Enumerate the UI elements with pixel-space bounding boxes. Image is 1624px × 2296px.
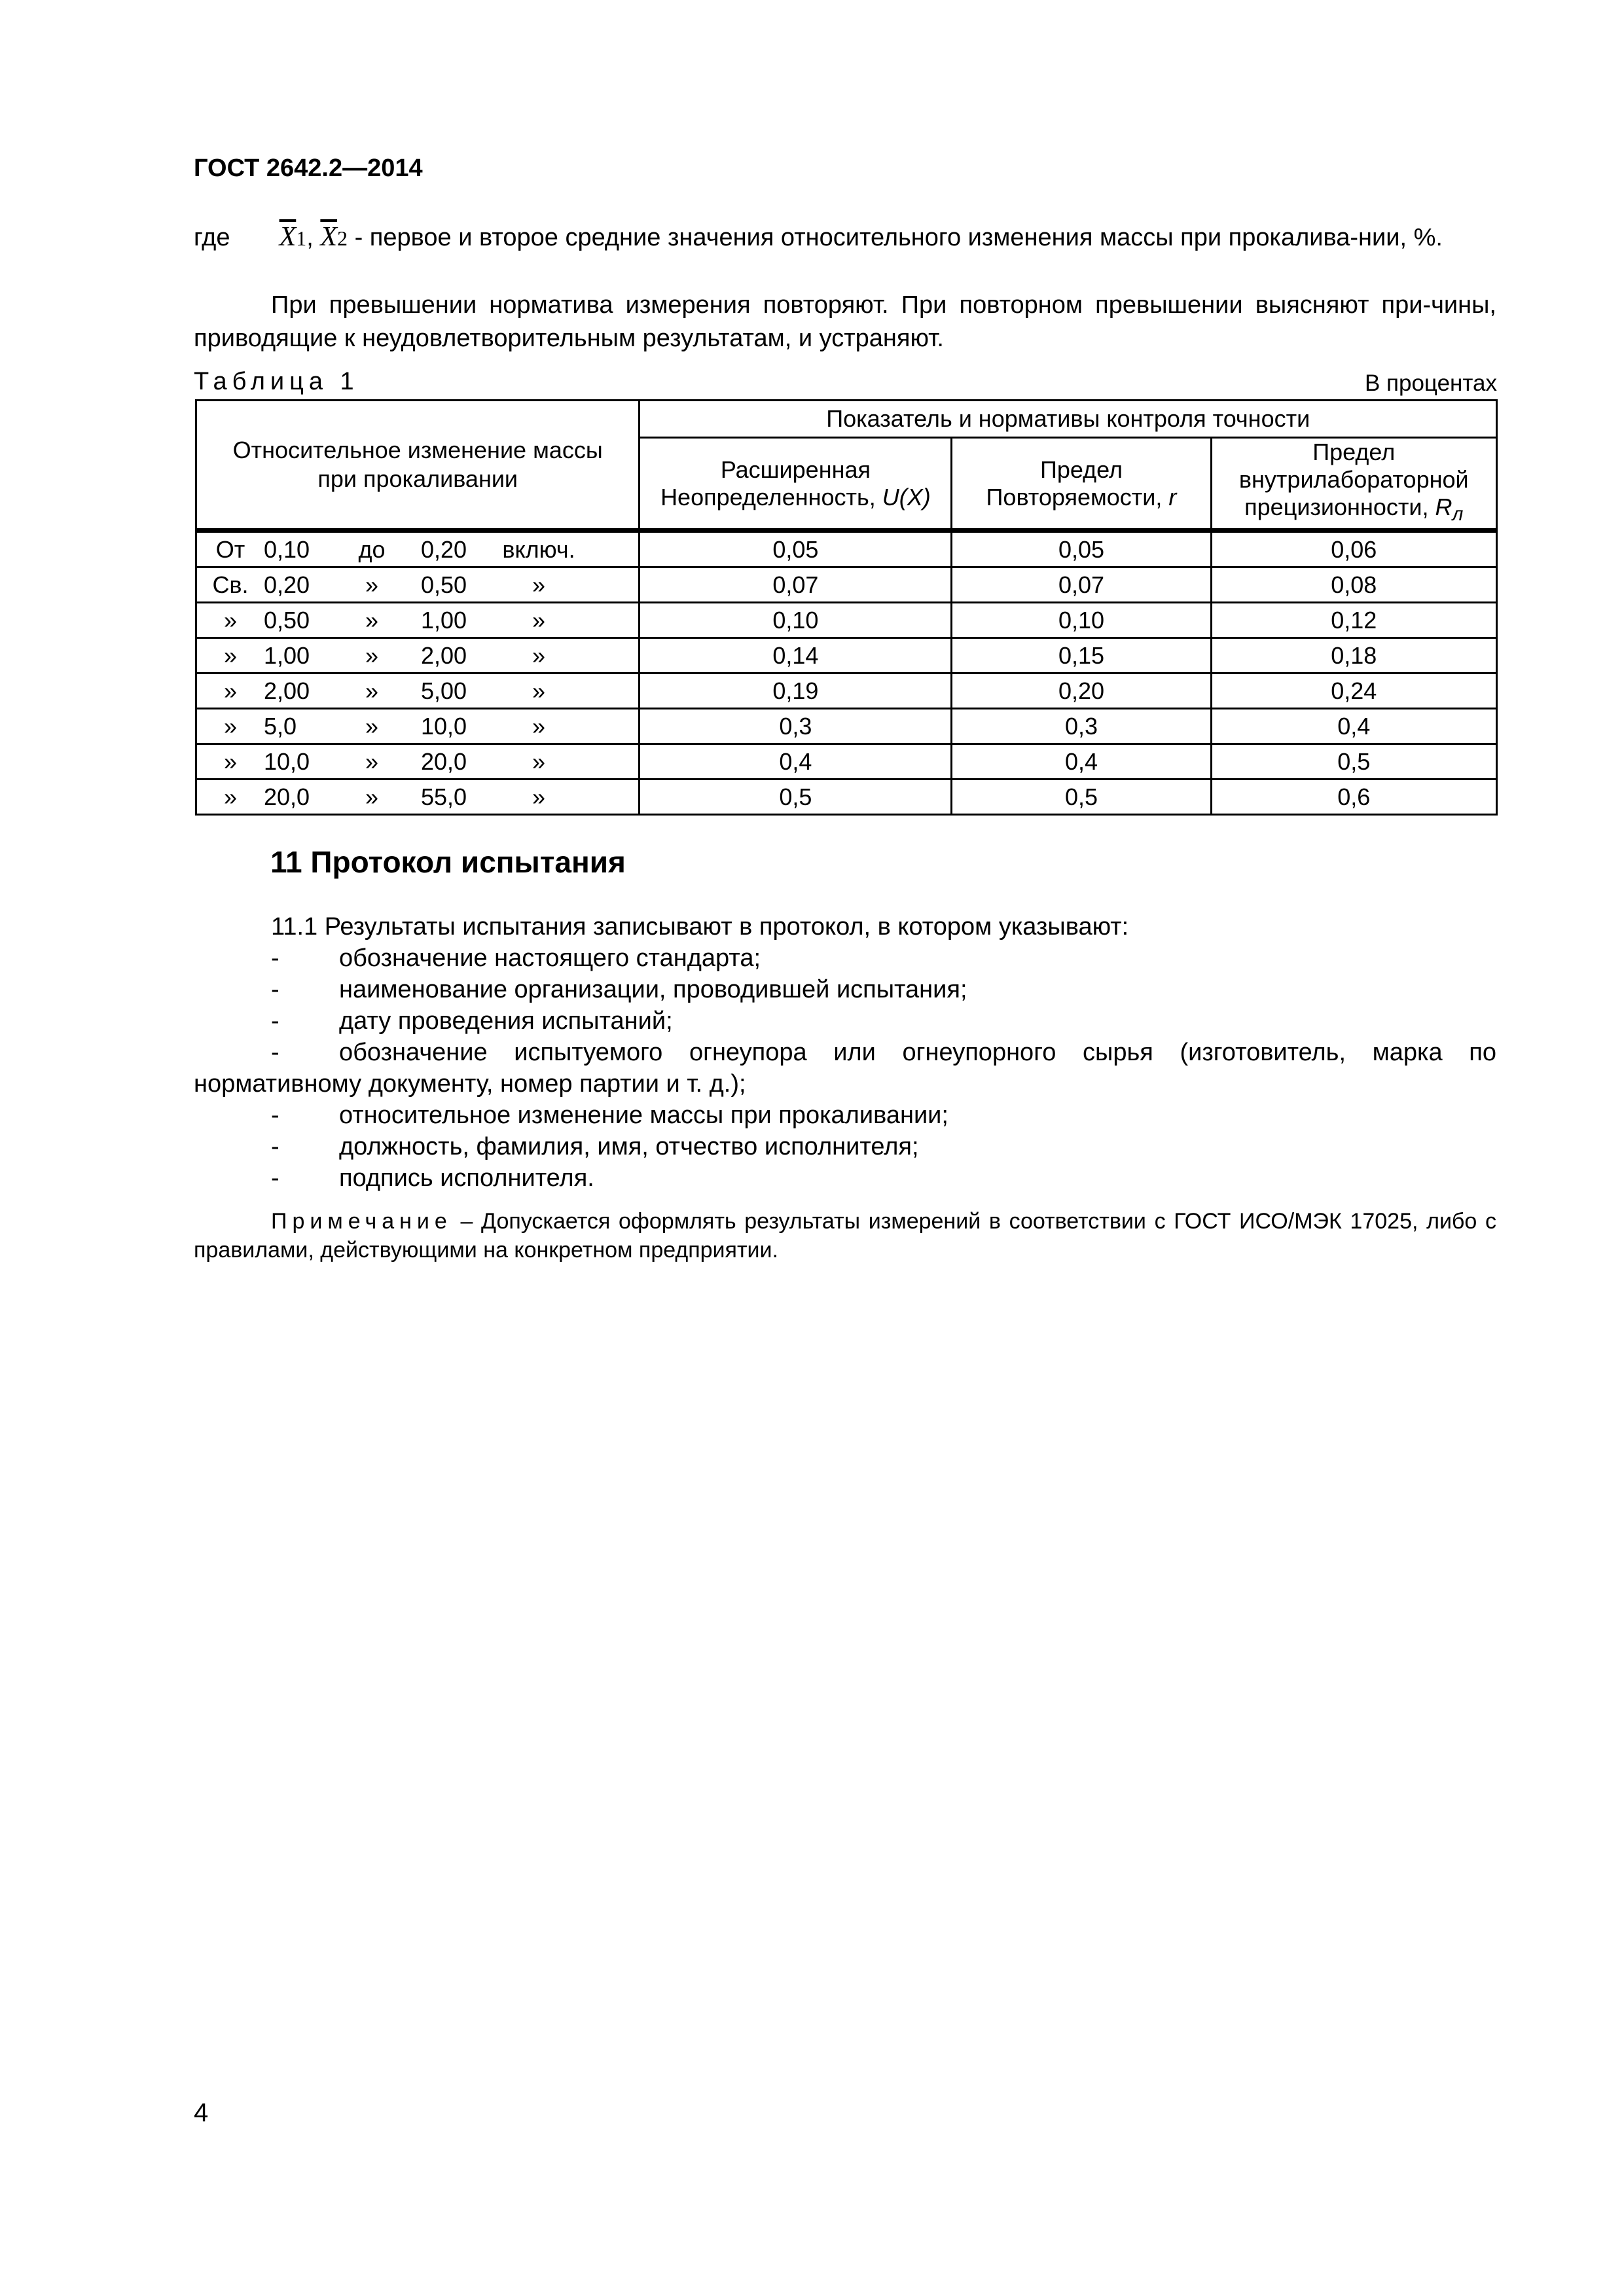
x1-subscript: 1 [296, 226, 307, 250]
list-item: - обозначение настоящего стандарта; [271, 944, 761, 972]
table-units: В процентах [1364, 370, 1497, 396]
table-row [196, 744, 1497, 780]
value-cell-u: 0,19 [640, 673, 952, 709]
table-row [196, 567, 1497, 603]
value-cell-rl: 0,18 [1211, 638, 1496, 673]
where-text: - первое и второе средние значения относительного изменения массы при прокалива-нии, %. [348, 224, 1443, 251]
list-item: - наименование организации, проводившей испытания; [271, 976, 967, 1003]
value-cell-u: 0,07 [640, 567, 952, 603]
value-cell-u: 0,4 [640, 744, 952, 780]
table-row [196, 638, 1497, 673]
value-cell-r: 0,4 [952, 744, 1211, 780]
range-cell: От 0,10 до 0,20 включ. [196, 531, 640, 567]
value-cell-rl: 0,08 [1211, 567, 1496, 603]
value-cell-r: 0,20 [952, 673, 1211, 709]
value-cell-rl: 0,12 [1211, 603, 1496, 638]
col-header-uncertainty: Расширенная Неопределенность, U(X) [640, 438, 952, 531]
range-cell: » 5,0 » 10,0 » [196, 709, 640, 744]
value-cell-rl: 0,24 [1211, 673, 1496, 709]
range-cell: » 1,00 » 2,00 » [196, 638, 640, 673]
value-cell-r: 0,3 [952, 709, 1211, 744]
x1-symbol: $\overline{X}$ [279, 222, 297, 252]
range-cell: » 10,0 » 20,0 » [196, 744, 640, 780]
protocol-intro: 11.1 Результаты испытания записывают в протокол, в котором указывают: [271, 913, 1129, 941]
value-cell-u: 0,5 [640, 780, 952, 815]
col-header-repeatability: Предел Повторяемости, r [952, 438, 1211, 531]
section-title: 11 Протокол испытания [270, 845, 626, 879]
list-item: - обозначение испытуемого огнеупора или огнеупорного сырья (изготовитель, марка по нормативному документу, номер партии и т. д.); [194, 1039, 1496, 1098]
document-header: ГОСТ 2642.2—2014 [194, 154, 423, 182]
table-row [196, 780, 1497, 815]
range-cell: » 0,50 » 1,00 » [196, 603, 640, 638]
x2-subscript: 2 [337, 226, 348, 250]
value-cell-rl: 0,5 [1211, 744, 1496, 780]
value-cell-u: 0,3 [640, 709, 952, 744]
value-cell-rl: 0,06 [1211, 531, 1496, 567]
value-cell-rl: 0,4 [1211, 709, 1496, 744]
range-cell: » 2,00 » 5,00 » [196, 673, 640, 709]
table-row [196, 531, 1497, 567]
page-number: 4 [194, 2098, 209, 2127]
where-paragraph: где $\overline{X}1$, $\overline{X}2$ - первое и второе средние значения относительного изменения массы при прокалива-нии, %. [194, 222, 1443, 252]
range-cell: » 20,0 » 55,0 » [196, 780, 640, 815]
note-label: Примечание [271, 1209, 452, 1234]
value-cell-u: 0,14 [640, 638, 952, 673]
value-cell-r: 0,10 [952, 603, 1211, 638]
protocol-list [194, 911, 1496, 1194]
note-paragraph [194, 1207, 1496, 1265]
list-item: - должность, фамилия, имя, отчество исполнителя; [271, 1133, 919, 1160]
table-row [196, 709, 1497, 744]
note-text: – Допускается оформлять результаты измерений в соответствии с ГОСТ ИСО/МЭК 17025, либо с правилами, действующими на конкретном предприятии. [194, 1209, 1496, 1263]
value-cell-r: 0,15 [952, 638, 1211, 673]
x2-symbol: $\overline{X}$ [320, 222, 338, 252]
value-cell-r: 0,07 [952, 567, 1211, 603]
range-cell: Св. 0,20 » 0,50 » [196, 567, 640, 603]
value-cell-r: 0,05 [952, 531, 1211, 567]
table-body [196, 531, 1497, 815]
value-cell-rl: 0,6 [1211, 780, 1496, 815]
list-item: - дату проведения испытаний; [271, 1007, 673, 1035]
list-item: - относительное изменение массы при прокаливании; [271, 1102, 948, 1129]
table-row [196, 603, 1497, 638]
repeat-paragraph: При превышении норматива измерения повторяют. При повторном превышении выясняют при-чины, приводящие к неудовлетворительным результатам, и устраняют. [194, 291, 1496, 352]
list-item: - подпись исполнителя. [271, 1164, 594, 1192]
table-row [196, 673, 1497, 709]
precision-table [195, 399, 1498, 816]
col-header-mass-change: Относительное изменение массы при прокаливании [196, 401, 640, 531]
where-word: где [194, 224, 230, 251]
col-header-group: Показатель и нормативы контроля точности [640, 401, 1497, 438]
col-header-intralab: Предел внутрилабораторной прецизионности, $R_л$ [1211, 438, 1496, 531]
value-cell-u: 0,05 [640, 531, 952, 567]
value-cell-u: 0,10 [640, 603, 952, 638]
table-caption: Таблица 1 [194, 368, 359, 395]
value-cell-r: 0,5 [952, 780, 1211, 815]
